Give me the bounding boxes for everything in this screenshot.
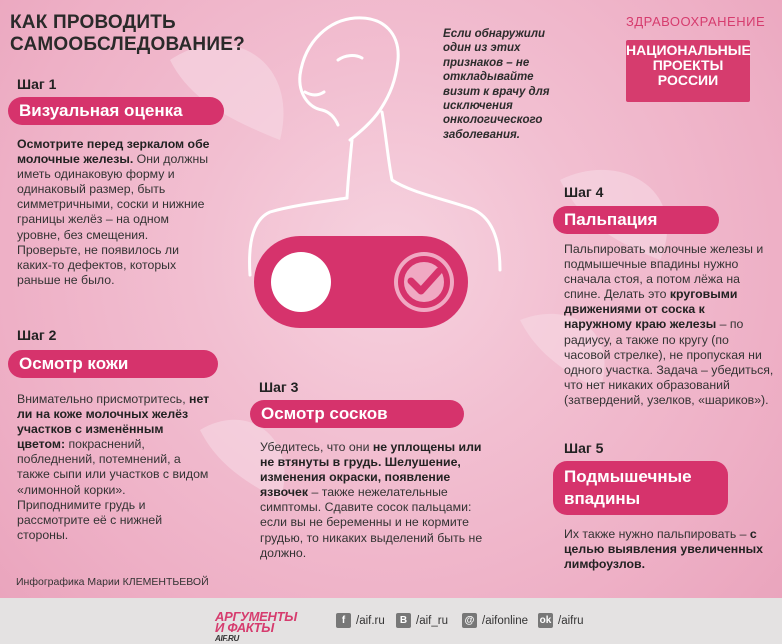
title-line-2: САМООБСЛЕДОВАНИЕ? [10,34,245,55]
logo-site: AIF.RU [215,634,239,643]
social-twitter-label: /aifonline [482,614,529,627]
credit-line: Инфографика Марии КЛЕМЕНТЬЕВОЙ [16,576,209,588]
social-ok-label: /aifru [558,614,584,627]
brand-line-2: ПРОЕКТЫ [652,57,724,73]
warning-note: Если обнаружили один из этих признаков – не откладывайте визит к врачу для исключения онкологического заболевания. [443,28,550,141]
step-1-number: Шаг 1 [17,76,57,92]
social-facebook[interactable] [336,613,385,628]
step-2-title: Осмотр кожи [8,350,218,378]
step-2-number: Шаг 2 [17,327,57,343]
social-vk-label: /aif_ru [416,614,448,627]
social-vk[interactable] [396,613,448,628]
step-3-title: Осмотр сосков [250,400,464,428]
step-1-body: Они должны иметь одинаковую форму и одинаковый размер, быть симметричными, соски и нижние границы желёз – на одном уровне, без смещения. Проверьте, не появилось ли каких-то дефектов, которых раньше не было. [17,152,209,287]
footer-bar [0,598,782,644]
step-4-number: Шаг 4 [564,184,604,200]
step-5-number: Шаг 5 [564,440,604,456]
ok-icon: ok [539,615,552,626]
brand-label: ЗДРАВООХРАНЕНИЕ [626,14,766,29]
step-2-bold: нет ли на коже молочных желёз участков с изменённым цветом: [17,392,210,452]
title-line-1: КАК ПРОВОДИТЬ [10,12,176,33]
brand-line-1: НАЦИОНАЛЬНЫЕ [626,42,751,58]
at-icon: @ [462,613,477,628]
brand-line-3: РОССИИ [657,72,719,88]
step-4-text [564,242,774,408]
toggle-knob [271,252,331,312]
national-projects-logo [626,40,750,102]
facebook-icon: f [336,613,351,628]
step-4-title: Пальпация [553,206,719,234]
vk-icon: B [396,613,411,628]
logo-line-2: И ФАКТЫ [215,620,274,635]
aif-logo[interactable] [215,611,297,644]
step-3-body: – также нежелательные симптомы. Сдавите сосок пальцами: если вы не беременны и не кормите грудью, то никаких выделений быть не должно. [260,485,483,560]
step-4-intro: Пальпировать молочные железы и подмышечные впадины нужно сначала стоя, а потом лёжа на спине. Делать это [564,242,764,302]
step-1-text [17,137,213,288]
step-5-intro: Их также нужно пальпировать – [564,527,747,541]
step-5-title: Подмышечные впадины [553,461,728,515]
step-1-title: Визуальная оценка [8,97,224,125]
step-1-bold: Осмотрите перед зеркалом обе молочные железы. [17,137,210,167]
step-5-text [564,527,776,572]
step-2-body: покраснений, побледнений, потемнений, а также сыпи или участков с видом «лимонной корки». Приподнимите грудь и рассмотрите её с нижней стороны. [17,437,209,542]
logo-line-1: АРГУМЕНТЫ [215,609,297,624]
step-2-text [17,392,213,543]
step-4-bold: круговыми движениями от соска к наружному краю железы [564,287,738,332]
social-facebook-label: /aif.ru [356,614,385,627]
toggle-check-illustration [254,236,468,328]
step-3-bold: не уплощены или не втянуты в грудь. Шелушение, изменения окраски, появление язвочек [260,440,482,500]
step-4-body: – по радиусу, а также по кругу (по часовой стрелке), не пропуская ни одного участка. Задача – убедиться, что нет никаких образований (затвердений, узелков, «шариков»). [564,317,774,407]
social-ok[interactable] [538,613,584,628]
page-title [10,12,245,56]
step-2-intro: Внимательно присмотритесь, [17,392,186,406]
step-3-text [260,440,486,561]
step-5-bold: с целью выявления увеличенных лимфоузлов. [564,527,764,572]
step-3-intro: Убедитесь, что они [260,440,370,454]
social-twitter[interactable] [462,613,528,628]
checkmark-icon [392,250,456,314]
step-3-number: Шаг 3 [259,379,299,395]
